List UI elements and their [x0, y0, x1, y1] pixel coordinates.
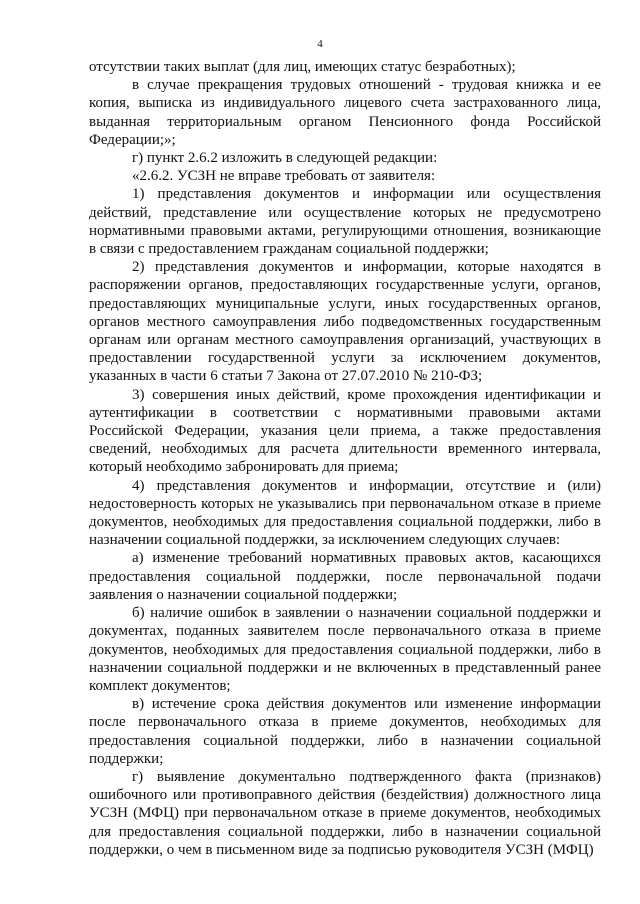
paragraph-item-3: 3) совершения иных действий, кроме прохождения идентификации и аутентификации в соответствии с нормативными правовыми актами Российской Федерации, указания цели приема, а также предоставления сведений, необходимых для расчета длительности временного интервала, который необходимо забронировать для приема;	[89, 386, 601, 476]
paragraph-item-1: 1) представления документов и информации или осуществления действий, представление или осуществление которых не предусмотрено нормативными правовыми актами, регулирующими отношения, возникающие в связи с предоставлением гражданам социальной поддержки;	[89, 186, 601, 258]
paragraph-labor-termination: в случае прекращения трудовых отношений - трудовая книжка и ее копия, выписка из индивидуального лицевого счета застрахованного лица, выданная территориальным органом Пенсионного фонда Российской Федерации;»;	[89, 77, 601, 148]
paragraph-subitem-v: в) истечение срока действия документов или изменение информации после первоначального отказа в приеме документов, необходимых для предоставления социальной поддержки, либо в назначении социальной поддержки;	[89, 696, 601, 767]
paragraph-continuation: отсутствии таких выплат (для лиц, имеющих статус безработных);	[89, 59, 516, 75]
paragraph-clause-2-6-2: «2.6.2. УСЗН не вправе требовать от заявителя:	[132, 168, 436, 185]
paragraph-subitem-b: б) наличие ошибок в заявлении о назначении социальной поддержки и документах, поданных заявителем после первоначального отказа в приеме документов, необходимых для предоставления социальной поддержки, либо в назначении социальной поддержки и не включенных в представленный ранее комплект документов;	[89, 605, 601, 694]
document-body	[89, 58, 601, 859]
paragraph-subitem-g: г) выявление документально подтвержденного факта (признаков) ошибочного или противоправного действия (бездействия) должностного лица УСЗН (МФЦ) при первоначальном отказе в приеме документов, необходимых для предоставления социальной поддержки, либо в назначении социальной поддержки, о чем в письменном виде за подписью руководителя УСЗН (МФЦ)	[89, 768, 601, 858]
paragraph-amendment-g: г) пункт 2.6.2 изложить в следующей редакции:	[132, 150, 438, 167]
paragraph-subitem-a: а) изменение требований нормативных правовых актов, касающихся предоставления социальной поддержки, после первоначальной подачи заявления о назначении социальной поддержки;	[89, 550, 601, 603]
page-number: 4	[317, 38, 323, 50]
paragraph-item-4: 4) представления документов и информации, отсутствие и (или) недостоверность которых не указывались при первоначальном отказе в приеме документов, необходимых для предоставления социальной поддержки, либо в назначении социальной поддержки, за исключением следующих случаев:	[89, 477, 601, 549]
paragraph-item-2: 2) представления документов и информации, которые находятся в распоряжении органов, предоставляющих государственные услуги, органов, предоставляющих муниципальные услуги, иных государственных органов, органов местного самоуправления либо подведомственных государственным органам или органам местного самоуправления организаций, участвующих в предоставлении государственной услуги за исключением документов, указанных в части 6 статьи 7 Закона от 27.07.2010 № 210-ФЗ;	[89, 259, 601, 385]
